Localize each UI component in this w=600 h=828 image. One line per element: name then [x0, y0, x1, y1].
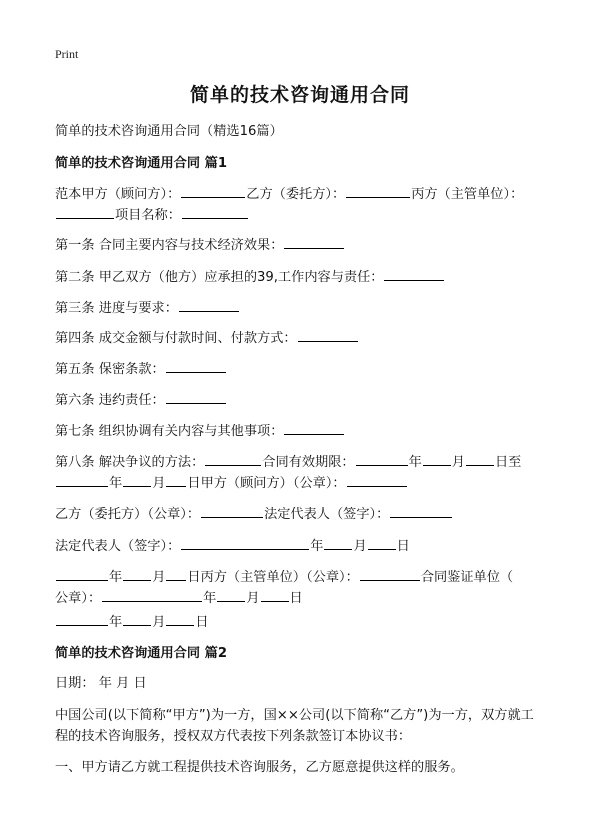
- end-day-blank: [166, 473, 186, 487]
- month-label: 月: [246, 591, 260, 606]
- notary-seal-label: 公章）：: [55, 591, 102, 606]
- sign-b-blank: [201, 504, 263, 518]
- c-year-blank: [56, 567, 108, 581]
- notary-day-blank: [261, 588, 289, 602]
- final-date-line: [55, 611, 209, 630]
- notary-unit-label: 合同鉴证单位（: [420, 570, 514, 585]
- article-1-text: 第一条 合同主要内容与技术经济效果：: [55, 238, 284, 253]
- page-title: 简单的技术咨询通用合同: [189, 84, 410, 106]
- notary-month-blank: [217, 588, 245, 602]
- print-link[interactable]: Print: [55, 47, 79, 61]
- notary-seal-blank: [102, 588, 202, 602]
- article-5-text: 第五条 保密条款：: [55, 362, 165, 377]
- subtitle: 简单的技术咨询通用合同（精选16篇）: [55, 124, 283, 139]
- rep2-day-blank: [368, 536, 396, 550]
- day-label: 日: [195, 615, 209, 630]
- section2-para1-line2: 程的技术咨询服务，授权双方代表按下列条款签订本协议书：: [55, 729, 412, 744]
- article-7-text: 第七条 组织协调有关内容与其他事项：: [55, 424, 284, 439]
- parties-line: [55, 183, 523, 202]
- article-3-blank: [179, 298, 239, 312]
- validity-label: 合同有效期限：: [262, 455, 355, 470]
- article-5: [55, 358, 227, 377]
- party-b-blank: [346, 184, 410, 198]
- party-a-blank: [181, 184, 245, 198]
- validity-end-line: [55, 472, 408, 491]
- article-3-text: 第三条 进度与要求：: [55, 301, 178, 316]
- validity-day-blank: [466, 452, 494, 466]
- rep2-month-blank: [324, 536, 352, 550]
- party-c-blank: [56, 205, 114, 219]
- year-label: 年: [203, 591, 217, 606]
- legal-rep-1-blank: [390, 504, 452, 518]
- article-8-blank: [205, 452, 261, 466]
- month-label: 月: [152, 476, 166, 491]
- year-label: 年: [310, 539, 324, 554]
- final-year-blank: [56, 612, 108, 626]
- section2-para1-line1: 中国公司(以下简称“甲方”)为一方，国××公司(以下简称“乙方”)为一方，双方就工: [55, 708, 534, 723]
- year-label: 年: [109, 570, 123, 585]
- validity-month-blank: [423, 452, 451, 466]
- article-1: [55, 234, 345, 253]
- article-3: [55, 297, 240, 316]
- legal-rep-2-line: [55, 535, 410, 554]
- final-month-blank: [123, 612, 151, 626]
- notary-seal-line: [55, 587, 303, 606]
- sign-b-line: [55, 503, 453, 522]
- project-name-blank: [182, 205, 248, 219]
- sign-b-label: 乙方（委托方）（公章）：: [55, 507, 201, 522]
- year-label: 年: [408, 455, 422, 470]
- article-2: [55, 266, 445, 285]
- end-month-blank: [123, 473, 151, 487]
- day-label: 日: [187, 570, 201, 585]
- article-6-blank: [166, 390, 226, 404]
- final-day-blank: [166, 612, 194, 626]
- end-year-blank: [56, 473, 108, 487]
- article-1-blank: [284, 235, 344, 249]
- sign-a-blank: [347, 473, 407, 487]
- sign-c-label: 丙方（主管单位）（公章）：: [200, 570, 359, 585]
- c-day-blank: [166, 567, 186, 581]
- section2-heading: 简单的技术咨询通用合同 篇2: [55, 646, 228, 661]
- month-label: 月: [152, 615, 166, 630]
- sign-a-label: 甲方（顾问方）（公章）：: [200, 476, 346, 491]
- year-label: 年: [109, 615, 123, 630]
- article-7: [55, 420, 345, 439]
- article-7-blank: [284, 421, 344, 435]
- article-4-text: 第四条 成交金额与付款时间、付款方式：: [55, 331, 297, 346]
- article-6: [55, 389, 227, 408]
- article-4-blank: [298, 328, 358, 342]
- sign-c-blank: [360, 567, 420, 581]
- article-8-text: 第八条 解决争议的方法：: [55, 455, 205, 470]
- section2-clause1: 一、甲方请乙方就工程提供技术咨询服务，乙方愿意提供这样的服务。: [55, 760, 464, 775]
- month-label: 月: [152, 570, 166, 585]
- article-4: [55, 327, 359, 346]
- section1-heading: 简单的技术咨询通用合同 篇1: [55, 156, 228, 171]
- project-line: [55, 204, 249, 223]
- party-c-label: 丙方（主管单位）：: [411, 187, 524, 202]
- party-a-label: 范本甲方（顾问方）：: [55, 187, 181, 202]
- month-label: 月: [451, 455, 465, 470]
- day-label: 日: [187, 476, 201, 491]
- article-6-text: 第六条 违约责任：: [55, 393, 165, 408]
- legal-rep-2-label: 法定代表人（签字）：: [55, 539, 181, 554]
- party-b-label: 乙方（委托方）：: [246, 187, 346, 202]
- validity-year-blank: [356, 452, 408, 466]
- legal-rep-2-blank: [181, 536, 309, 550]
- article-8: [55, 451, 521, 470]
- month-label: 月: [353, 539, 367, 554]
- year-label: 年: [109, 476, 123, 491]
- article-2-text: 第二条 甲乙双方（他方）应承担的39,工作内容与责任：: [55, 270, 384, 285]
- sign-c-line: [55, 566, 513, 585]
- project-name-label: 项目名称：: [115, 208, 181, 223]
- day-label: 日: [289, 591, 303, 606]
- article-5-blank: [166, 359, 226, 373]
- day-to-label: 日至: [494, 455, 522, 470]
- legal-rep-1-label: 法定代表人（签字）：: [264, 507, 390, 522]
- section2-date: 日期： 年 月 日: [55, 676, 147, 691]
- day-label: 日: [396, 539, 410, 554]
- article-2-blank: [384, 267, 444, 281]
- c-month-blank: [123, 567, 151, 581]
